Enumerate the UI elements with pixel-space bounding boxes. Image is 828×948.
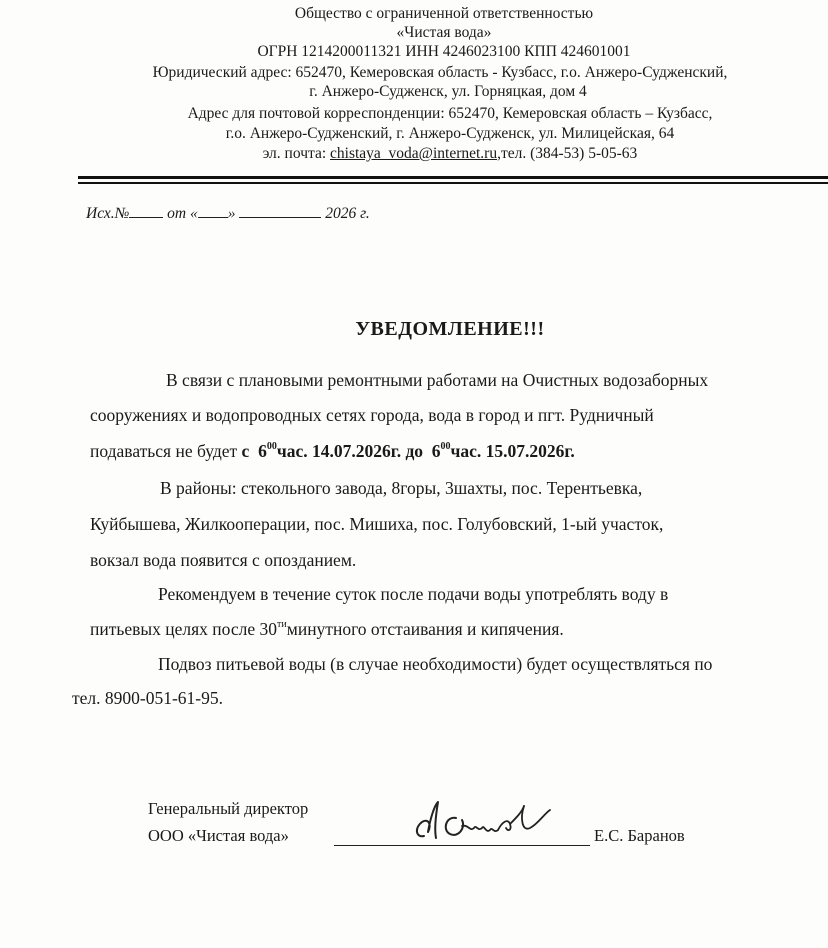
paragraph3-line2-suffix: минутного отстаивания и кипячения. bbox=[286, 619, 564, 639]
paragraph1-line3-prefix: подаваться не будет bbox=[90, 441, 242, 461]
paragraph2-line3: вокзал вода появится с опозданием. bbox=[90, 550, 357, 570]
letterhead-divider-thick bbox=[78, 176, 828, 179]
letterhead-postal-address-2: г.о. Анжеро-Судженский, г. Анжеро-Судженск, ул. Милицейская, 64 bbox=[225, 125, 675, 142]
paragraph2-line1: В районы: стекольного завода, 8горы, 3шахты, пос. Терентьевка, bbox=[160, 478, 643, 498]
letterhead-org-type: Общество с ограниченной ответственностью bbox=[294, 5, 594, 22]
letterhead-postal-address-1: Адрес для почтовой корреспонденции: 652470, Кемеровская область – Кузбасс, bbox=[187, 105, 713, 122]
paragraph1-line2: сооружениях и водопроводных сетях города, вода в город и пгт. Рудничный bbox=[90, 405, 654, 425]
letterhead-contacts bbox=[36, 144, 828, 163]
reference-line bbox=[86, 203, 370, 223]
hour-start: 6 bbox=[258, 441, 267, 461]
signatory-company: ООО «Чистая вода» bbox=[148, 826, 289, 845]
reference-month-blank bbox=[239, 203, 321, 218]
signatory-position: Генеральный директор bbox=[148, 799, 309, 818]
handwritten-signature bbox=[412, 798, 562, 848]
letterhead-legal-address-1: Юридический адрес: 652470, Кемеровская область - Кузбасс, г.о. Анжеро-Судженский, bbox=[152, 64, 728, 81]
paragraph4-line2: тел. 8900-051-61-95. bbox=[72, 688, 224, 708]
paragraph3-line2-prefix: питьевых целях после 30 bbox=[90, 619, 278, 639]
hour-end: 6 bbox=[431, 441, 441, 461]
reference-number-blank bbox=[129, 203, 163, 218]
paragraph3-line1: Рекомендуем в течение суток после подачи воды употреблять воду в bbox=[158, 584, 669, 604]
paragraph1-c: с bbox=[241, 441, 250, 461]
paragraph3-line2 bbox=[90, 619, 564, 640]
paragraph2-line2: Куйбышева, Жилкооперации, пос. Мишиха, пос. Голубовский, 1-ый участок, bbox=[90, 514, 664, 534]
start-datetime: час. 14.07.2026г. до bbox=[276, 441, 424, 461]
reference-number-label: Исх.№ bbox=[86, 205, 130, 222]
paragraph3-sup: ти bbox=[277, 619, 287, 630]
phone-text: ,тел. (384-53) 5-05-63 bbox=[497, 145, 638, 162]
reference-date-close: » bbox=[227, 205, 236, 222]
page-title: УВЕДОМЛЕНИЕ!!! bbox=[355, 318, 545, 340]
hour-start-sup: 00 bbox=[266, 441, 277, 452]
letterhead-org-name: «Чистая вода» bbox=[396, 24, 492, 41]
reference-date-label: от « bbox=[167, 205, 198, 222]
end-datetime: час. 15.07.2026г. bbox=[450, 441, 575, 461]
letterhead-divider-thin bbox=[78, 182, 828, 184]
email-link[interactable]: chistaya_voda@internet.ru bbox=[330, 145, 498, 162]
paragraph4-line1: Подвоз питьевой воды (в случае необходимости) будет осуществляться по bbox=[158, 654, 713, 674]
hour-end-sup: 00 bbox=[440, 441, 451, 452]
reference-year: 2026 г. bbox=[325, 205, 370, 222]
letterhead-registration: ОГРН 1214200011321 ИНН 4246023100 КПП 424601001 bbox=[257, 43, 631, 60]
signatory-name: Е.С. Баранов bbox=[594, 826, 685, 845]
paragraph1-line1: В связи с плановыми ремонтными работами на Очистных водозаборных bbox=[166, 370, 709, 390]
reference-day-blank bbox=[198, 203, 228, 218]
email-label: эл. почта: bbox=[262, 145, 331, 162]
letterhead-legal-address-2: г. Анжеро-Судженск, ул. Горняцкая, дом 4 bbox=[309, 83, 587, 100]
paragraph1-line3 bbox=[90, 441, 575, 462]
